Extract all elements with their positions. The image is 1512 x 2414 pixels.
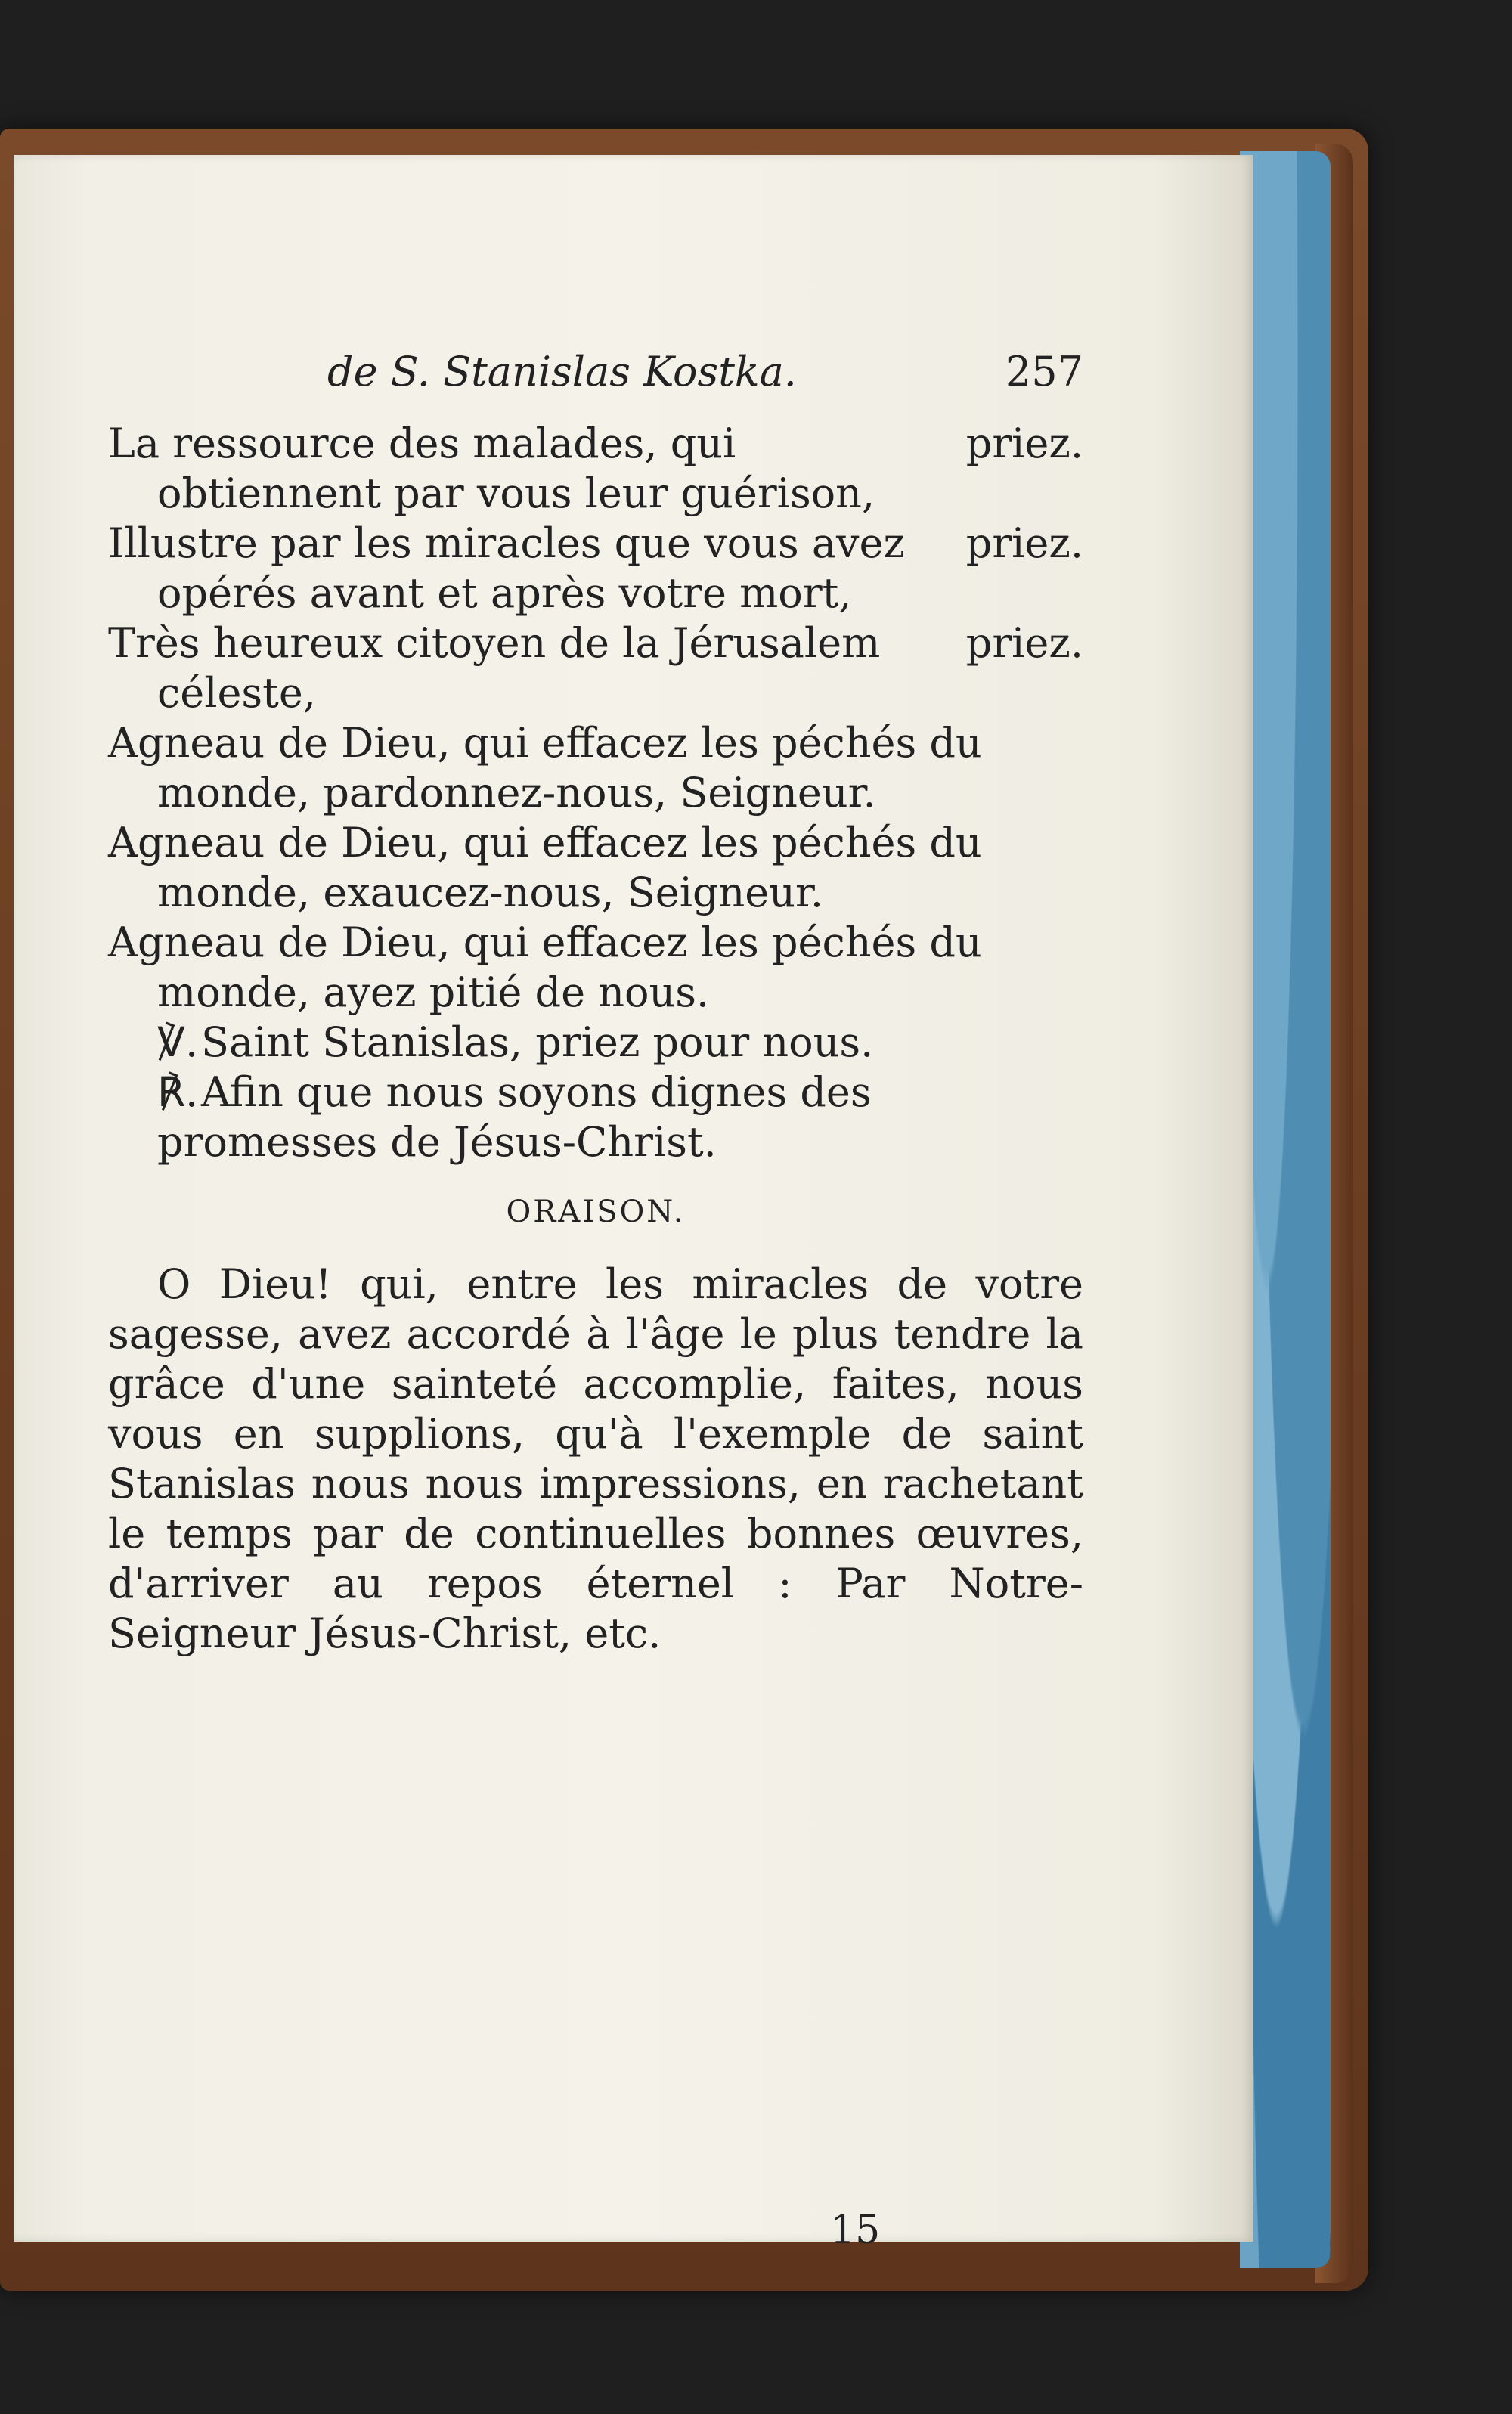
litany-verse [108, 618, 1083, 718]
litany-verse [108, 718, 1083, 818]
response-mark: ℟. [157, 1068, 199, 1116]
litany-text: Illustre par les miracles que vous avez opérés avant et après votre mort, [108, 519, 905, 617]
litany-text: La ressource des malades, qui obtiennent par vous leur guérison, [108, 420, 875, 517]
litany-text: Agneau de Dieu, qui effacez les péchés du monde, exaucez-nous, Seigneur. [108, 819, 982, 916]
running-head-title: de S. Stanislas Kostka. [327, 348, 797, 395]
litany-response: priez. [965, 420, 1083, 467]
litany-verse [108, 519, 1083, 618]
litany-verse [108, 918, 1083, 1018]
litany-text: Agneau de Dieu, qui effacez les péchés du monde, ayez pitié de nous. [108, 919, 982, 1016]
running-head [108, 348, 1083, 408]
litany-response: priez. [965, 619, 1083, 667]
litany-text: Agneau de Dieu, qui effacez les péchés du monde, pardonnez-nous, Seigneur. [108, 719, 982, 817]
litany-text: Très heureux citoyen de la Jérusalem céleste, [108, 619, 881, 717]
response-text: Afin que nous soyons dignes des promesses de Jésus-Christ. [157, 1068, 872, 1166]
response [108, 1068, 1083, 1167]
litany-verse [108, 419, 1083, 519]
oraison-heading: ORAISON. [506, 1195, 686, 1229]
marbled-page-edge [1240, 151, 1331, 2268]
litany-verse [108, 818, 1083, 918]
versicle [108, 1018, 1083, 1068]
page-content [108, 348, 1083, 1659]
litany-response: priez. [965, 519, 1083, 567]
versicle-text: Saint Stanislas, priez pour nous. [201, 1018, 874, 1066]
page-number: 257 [1005, 348, 1083, 395]
litany [108, 419, 1083, 1167]
book-page [14, 155, 1253, 2253]
signature-mark: 15 [830, 2208, 881, 2253]
oraison-text: O Dieu! qui, entre les miracles de votre sagesse, avez accordé à l'âge le plus tendre la grâce d'une sainteté accomplie, faites, nous vous en supplions, qu'à l'exemple de saint Stanislas nous nous impressions, en rachetant le temps par de continuelles bonnes œuvres, d'arriver au repos éternel : Par Notre-Seigneur Jésus-Christ, etc. [108, 1260, 1083, 1657]
versicle-mark: ℣. [157, 1018, 199, 1066]
